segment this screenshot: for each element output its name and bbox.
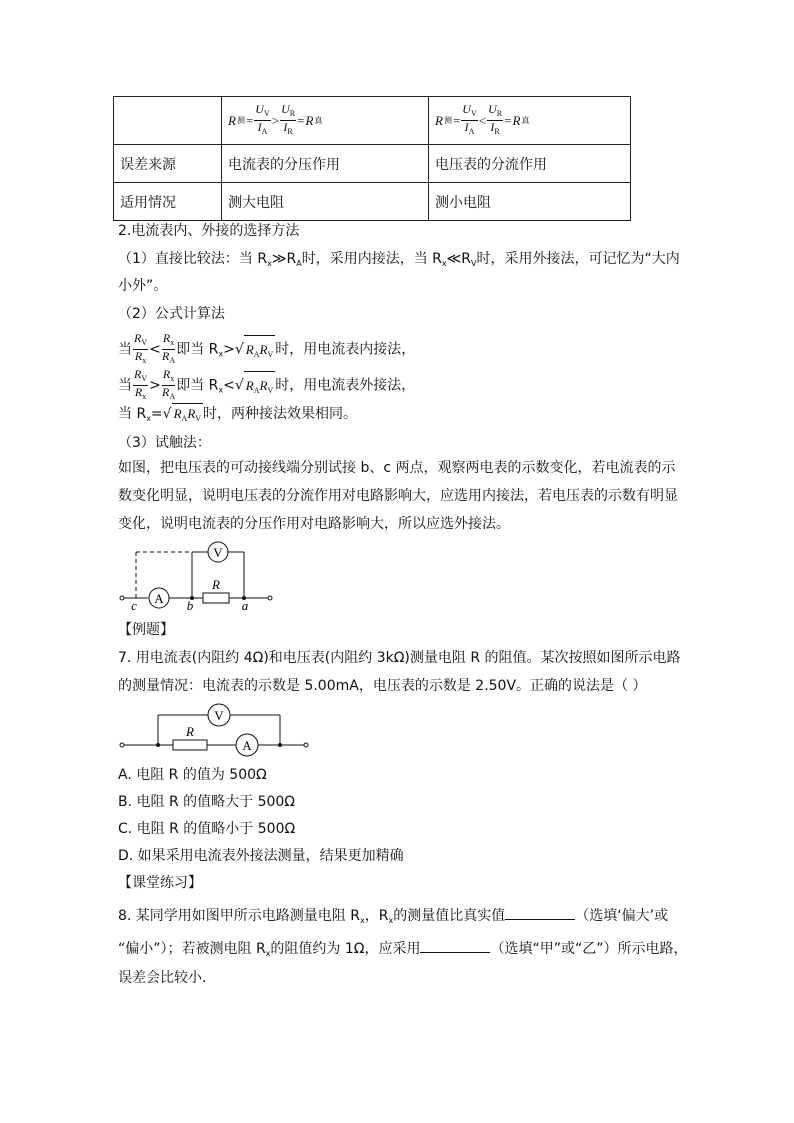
practice-heading: 【课堂练习】 <box>118 875 202 891</box>
cell-inner-error: 电流表的分压作用 <box>222 145 429 183</box>
trial-circuit-diagram <box>118 540 283 615</box>
ammeter-icon: A <box>242 738 252 753</box>
formula-op: = <box>452 112 461 128</box>
formula-op: = <box>297 112 305 128</box>
fraction: $\frac{U_V}{I_A}$ <box>462 102 477 136</box>
row-label-applicable: 适用情况 <box>114 183 222 221</box>
voltmeter-icon: V <box>214 708 224 723</box>
method1-line2: 小外”。 <box>118 278 168 294</box>
formula-op: > <box>271 112 280 128</box>
ammeter-icon: A <box>154 591 164 606</box>
method2-title: （2）公式计算法 <box>118 306 225 322</box>
fraction: $\frac{U_R}{I_R}$ <box>488 102 503 136</box>
method3-title: （3）试触法： <box>118 435 211 451</box>
method3-body: 如图，把电压表的可动接线端分别试接 b、c 两点，观察两电表的示数变化，若电流表的示数变化明显，说明电压表的分流作用对电路影响大，应选用内接法，若电压表的示数有明显变化，说明电流表的分压作用对电路影响大，所以应选外接法。 <box>118 460 678 532</box>
node-a: a <box>241 598 249 613</box>
formula-symbol: R <box>435 112 443 128</box>
option-a: A. 电阻 R 的值为 500Ω <box>118 767 267 783</box>
formula-symbol: R <box>305 112 314 128</box>
method1-line: （1）直接比较法：当 $R_x≫R_A$时，采用内接法，当 $R_x≪R_V$时，采用外接法，可记忆为“大内 <box>118 251 680 268</box>
option-d: D. 如果采用电流表外接法测量，结果更加精确 <box>118 848 404 864</box>
formula-sub: 真 <box>521 116 530 125</box>
cell-inner-applicable: 测大电阻 <box>222 183 429 221</box>
voltmeter-icon: V <box>213 545 223 560</box>
q8-line3: 误差会比较小． <box>118 970 216 986</box>
comparison-table <box>113 96 631 221</box>
q7-line1: 7. 用电流表(内阻约 4Ω)和电压表(内阻约 3kΩ)测量电阻 R 的阻值。某次按照如图所示电路 <box>118 650 681 666</box>
node-b: b <box>186 598 194 613</box>
table-cell-empty <box>114 97 222 145</box>
resistor-label: R <box>186 724 194 739</box>
formula-op: < <box>478 112 487 128</box>
option-b: B. 电阻 R 的值略大于 500Ω <box>118 794 296 810</box>
fraction: $\frac{U_R}{I_R}$ <box>281 102 296 136</box>
formula-symbol: R <box>512 112 521 128</box>
node-c: c <box>131 598 137 613</box>
cell-outer-error: 电压表的分流作用 <box>429 145 631 183</box>
outer-formula-cell <box>429 97 631 145</box>
fraction: $\frac{U_V}{I_A}$ <box>255 102 270 136</box>
inner-formula <box>228 103 422 138</box>
example-circuit-diagram <box>118 700 313 760</box>
formula-sub: 测 <box>443 116 452 125</box>
formula-line-equal: 当 $R_x=√$ $R_AR_V$ 时，两种接法效果相同。 <box>118 403 357 429</box>
formula-op: = <box>504 112 512 128</box>
option-c: C. 电阻 R 的值略小于 500Ω <box>118 821 296 837</box>
formula-op: = <box>245 112 254 128</box>
formula-line-outer: 当 $\frac{R_V}{R_x}$ > $\frac{R_x}{R_A}$ 即当 $R_x<√$ $R_AR_V$ 时，用电流表外接法， <box>118 368 415 405</box>
row-label-error-source: 误差来源 <box>114 145 222 183</box>
q8-line1: 8. 某同学用如图甲所示电路测量电阻 $R_x$，$R_x$的测量值比真实值 （选填‘偏大’或 <box>118 905 668 931</box>
formula-sub: 测 <box>236 116 245 125</box>
formula-line-inner: 当 $\frac{R_V}{R_x}$ < $\frac{R_x}{R_A}$ 即当 $R_x>√$ $R_AR_V$ 时，用电流表内接法， <box>118 332 415 369</box>
formula-symbol: R <box>228 112 236 128</box>
formula-sub: 真 <box>314 116 323 125</box>
answer-blank-2[interactable] <box>420 938 490 953</box>
resistor-label: R <box>212 577 220 592</box>
outer-formula <box>435 103 624 138</box>
cell-outer-applicable: 测小电阻 <box>429 183 631 221</box>
q7-line2: 的测量情况：电流表的示数是 5.00mA，电压表的示数是 2.50V。正确的说法是（ ） <box>118 678 647 694</box>
answer-blank-1[interactable] <box>505 905 575 920</box>
section-title: 2.电流表内、外接的选择方法 <box>118 223 300 239</box>
inner-formula-cell <box>222 97 429 145</box>
example-heading: 【例题】 <box>118 622 174 638</box>
q8-line2: “偏小”）；若被测电阻 $R_x$的阻值约为 1Ω，应采用 （选填“甲”或“乙”）所示电路， <box>118 938 688 964</box>
